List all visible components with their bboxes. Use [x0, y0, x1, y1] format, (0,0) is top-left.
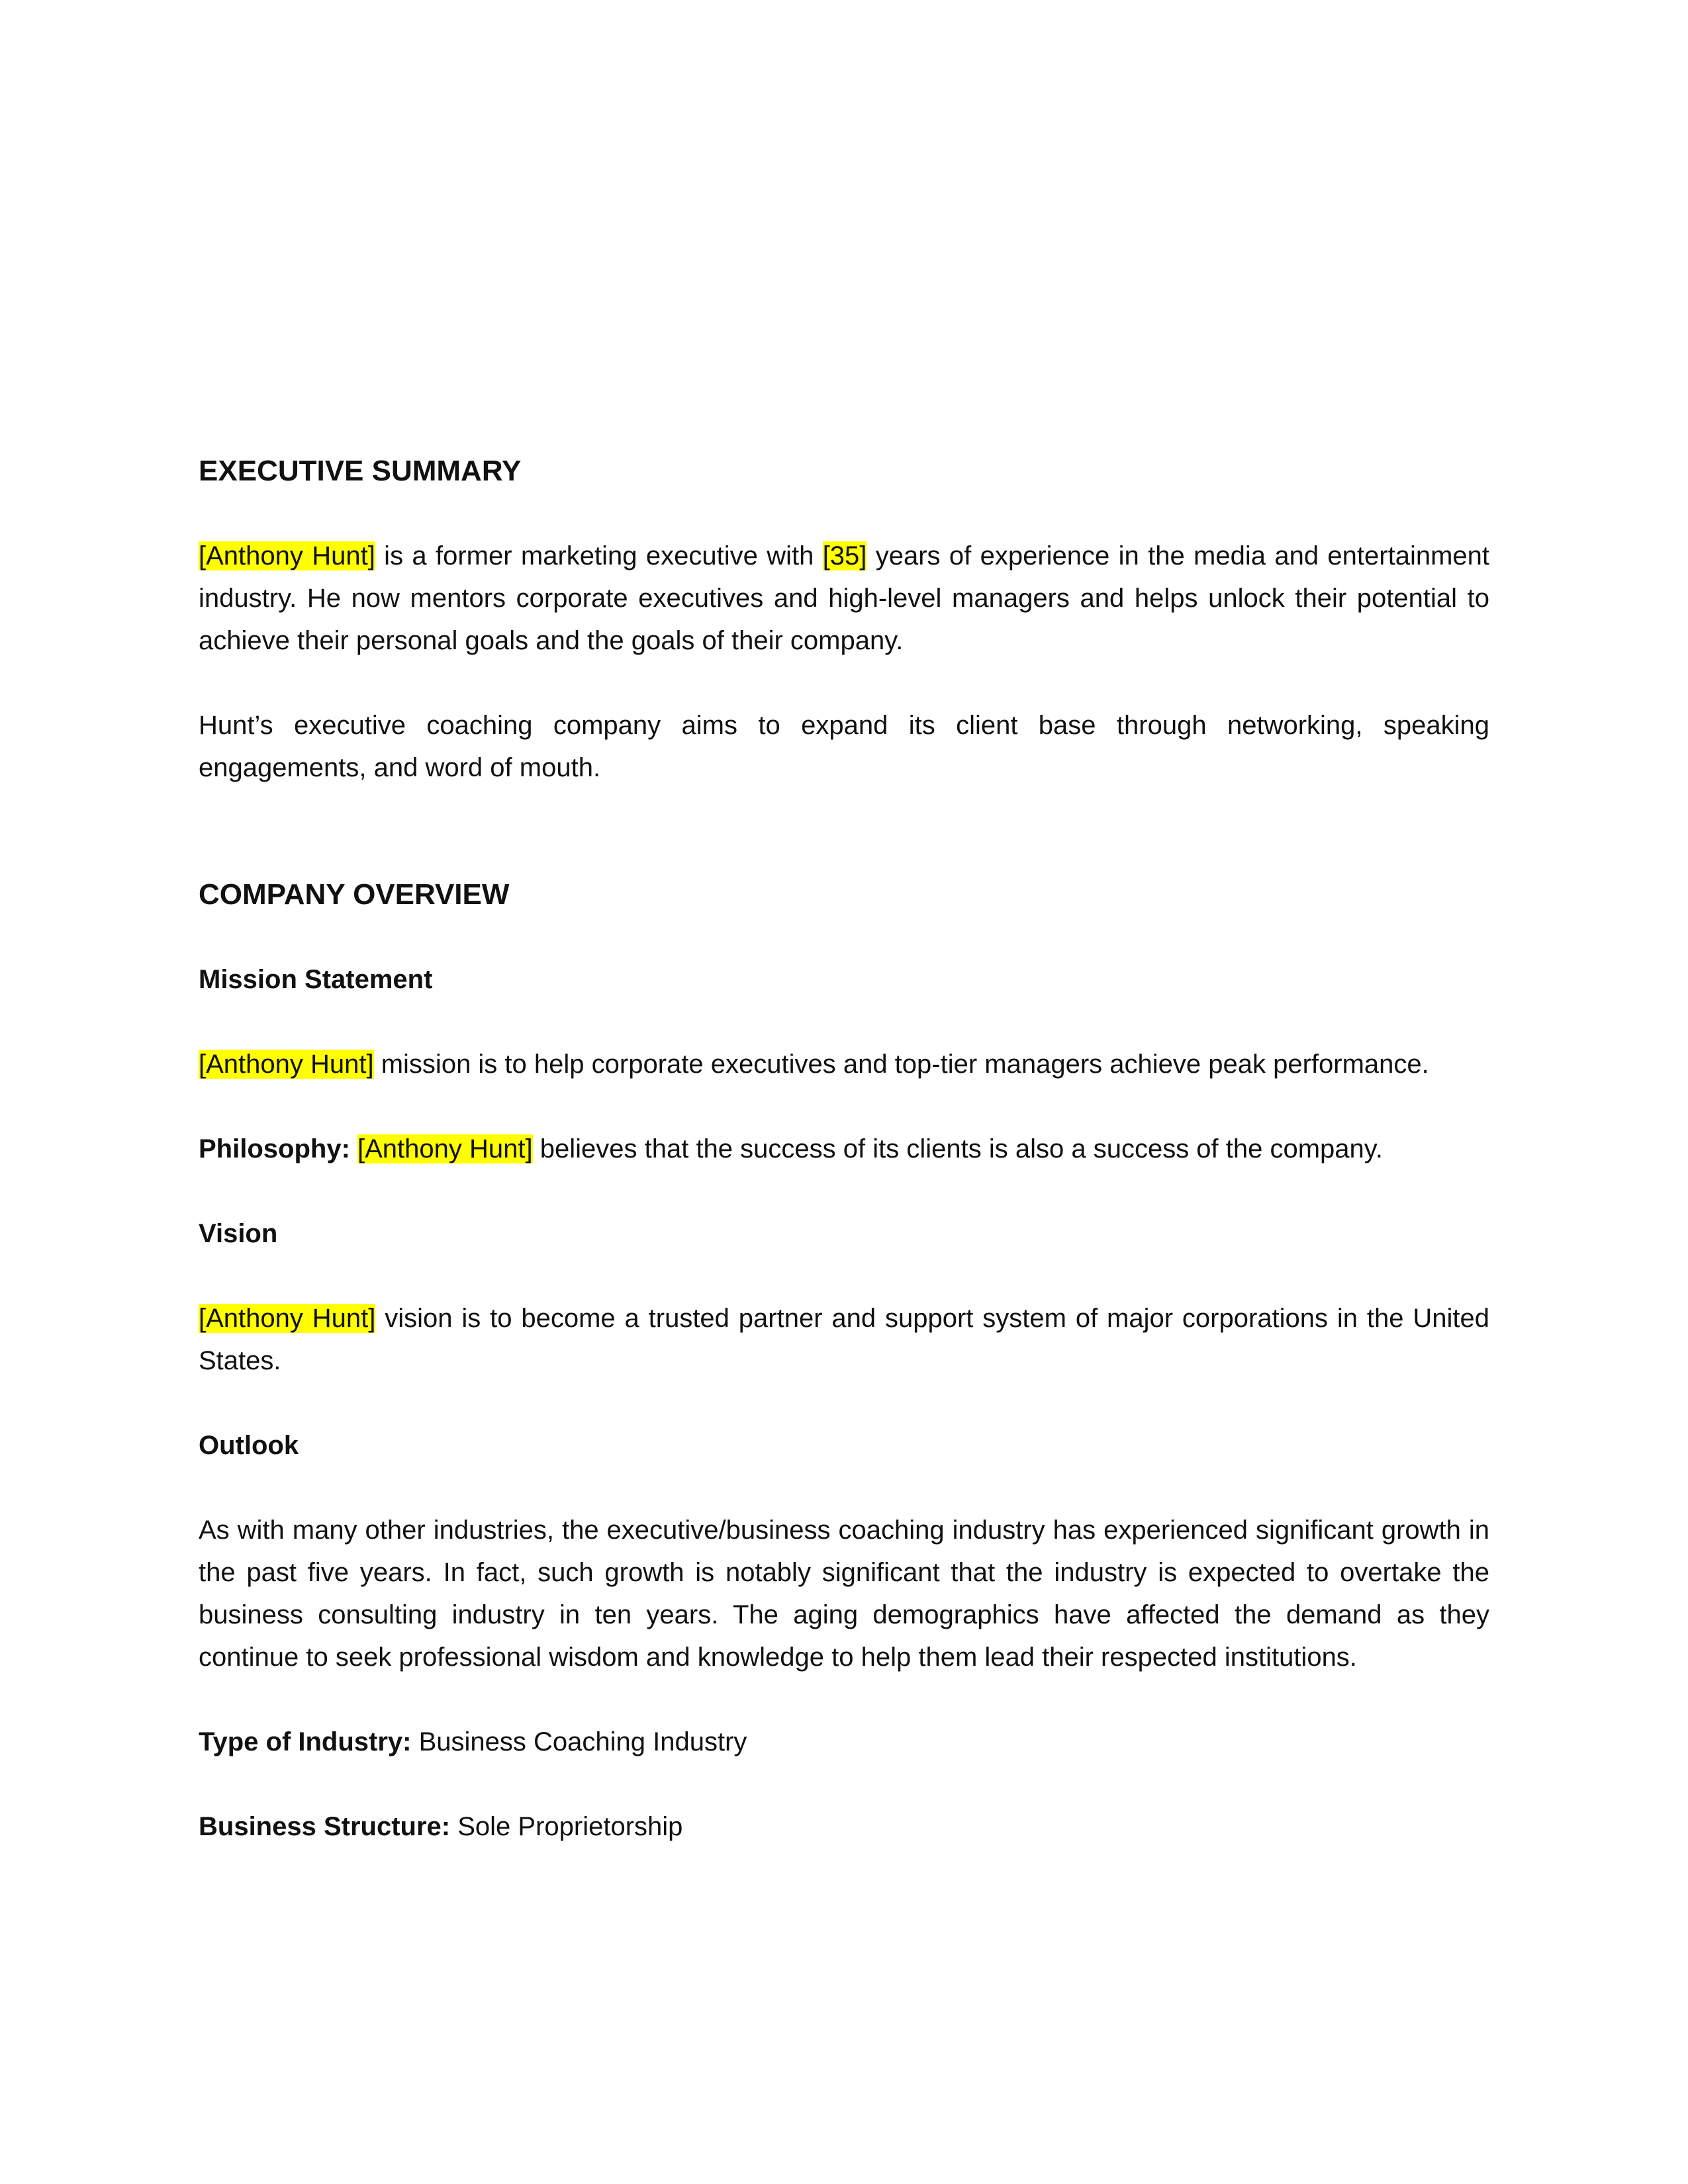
company-overview-heading: COMPANY OVERVIEW: [199, 878, 510, 911]
summary-text-a: is a former marketing executive with: [375, 541, 823, 570]
name-placeholder-highlight: [Anthony Hunt]: [199, 1304, 376, 1333]
structure-line: [199, 1805, 1489, 1848]
philosophy-paragraph: [199, 1128, 1489, 1170]
years-placeholder-highlight: [35]: [822, 541, 867, 570]
industry-value: Business Coaching Industry: [411, 1727, 747, 1756]
name-placeholder-highlight: [Anthony Hunt]: [199, 541, 375, 570]
mission-text: mission is to help corporate executives and top-tier managers achieve peak performance.: [373, 1050, 1429, 1079]
name-placeholder-highlight: [Anthony Hunt]: [199, 1050, 374, 1079]
mission-statement-heading: Mission Statement: [199, 965, 433, 994]
document-page: [199, 450, 1489, 1848]
executive-summary-paragraph-2: Hunt’s executive coaching company aims to expand its client base through networking, speaking engagements, and word of mouth.: [199, 711, 1489, 782]
name-placeholder-highlight: [Anthony Hunt]: [357, 1134, 533, 1163]
structure-label: Business Structure:: [199, 1812, 451, 1841]
vision-paragraph: [199, 1297, 1489, 1382]
vision-text: vision is to become a trusted partner and support system of major corporations in the United States.: [199, 1304, 1490, 1375]
outlook-heading: Outlook: [199, 1431, 299, 1460]
industry-line: [199, 1721, 1489, 1763]
philosophy-text: believes that the success of its clients is also a success of the company.: [532, 1134, 1383, 1163]
executive-summary-heading: EXECUTIVE SUMMARY: [199, 455, 522, 487]
summary-text-b: years of experience in the media and entertainment industry. He now mentors corporate executives and high-level managers and helps unlock their potential to achieve their personal goals and the goals of their company.: [199, 541, 1490, 655]
vision-heading: Vision: [199, 1219, 278, 1248]
structure-value: Sole Proprietorship: [450, 1812, 683, 1841]
outlook-paragraph: As with many other industries, the executive/business coaching industry has experienced significant growth in the past five years. In fact, such growth is notably significant that the industry is expected to overtake the business consulting industry in ten years. The aging demographics have affected the demand as they continue to seek professional wisdom and knowledge to help them lead their respected institutions.: [199, 1516, 1489, 1672]
executive-summary-paragraph-1: [199, 535, 1489, 662]
mission-paragraph: [199, 1043, 1489, 1085]
industry-label: Type of Industry:: [199, 1727, 412, 1756]
philosophy-label: Philosophy:: [199, 1134, 350, 1163]
